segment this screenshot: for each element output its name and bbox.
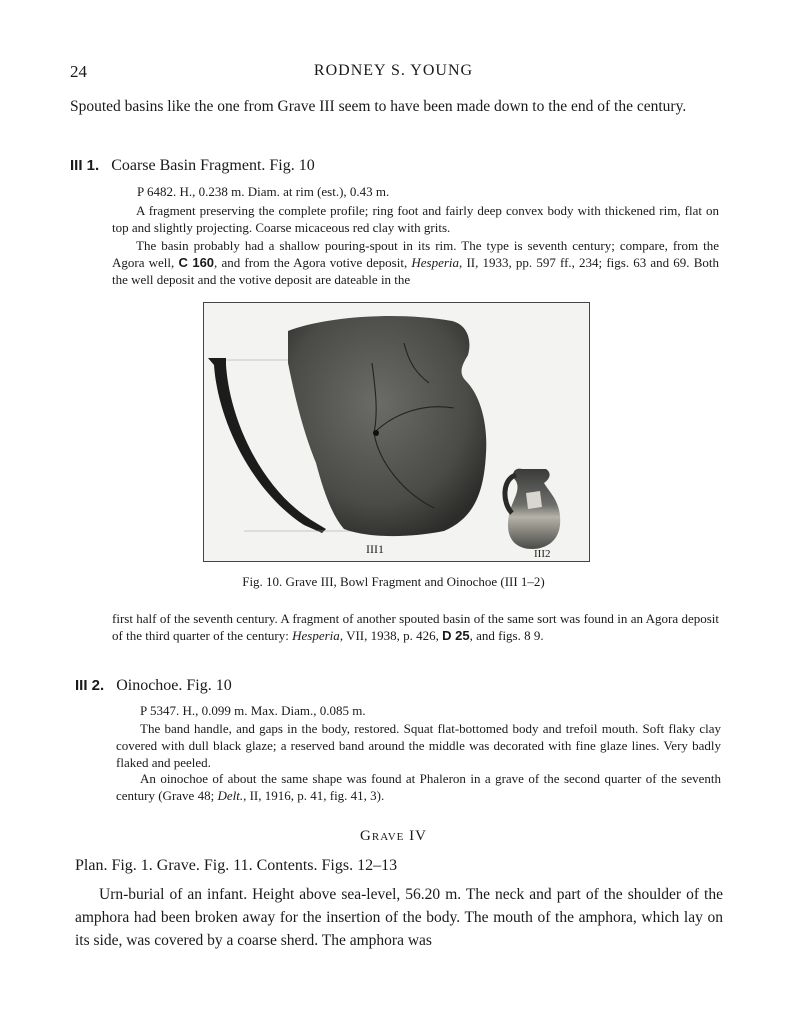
entry-1-description: A fragment preserving the complete profile; ring foot and fairly deep convex body with thickened rim, flat on top and slightly projecting. Coarse micaceous red clay with grits. — [112, 203, 719, 235]
entry-1-number: III 1. — [70, 157, 100, 174]
entry-2-description: The band handle, and gaps in the body, restored. Squat flat-bottomed body and trefoil mouth. Soft flaky clay covered with dull black glaze; a reserved band around the middle was decorated with fine glaze lines. Very badly flaked and peeled. — [116, 721, 721, 770]
intro-paragraph: Spouted basins like the one from Grave III seem to have been made down to the end of the century. — [70, 98, 687, 115]
grave-iv-heading: Grave IV — [360, 828, 427, 844]
journal-delt: Delt. — [217, 788, 244, 803]
entry-1-meta: P 6482. H., 0.238 m. Diam. at rim (est.), 0.43 m. — [137, 184, 390, 199]
ref-c160: C 160 — [178, 255, 215, 270]
ref-d25: D 25 — [442, 628, 470, 643]
entry-1-comparison: The basin probably had a shallow pouring-spout in its rim. The type is seventh century; compare, from the Agora well, C 160, and from the Agora votive deposit, Hesperia, II, 1933, pp. 597 ff., 234; figs. 63 and 69. Both the well deposit and the votive deposit are dateable in the — [112, 238, 719, 287]
entry-2-title: Oinochoe. Fig. 10 — [116, 677, 232, 694]
figure-illustration — [204, 303, 589, 561]
figure-label-right: III2 — [534, 548, 551, 560]
figure-caption: Fig. 10. Grave III, Bowl Fragment and Oinochoe (III 1–2) — [242, 574, 545, 589]
grave-iv-plan: Plan. Fig. 1. Grave. Fig. 11. Contents. Figs. 12–13 — [75, 857, 398, 874]
grave-iv-text: Urn-burial of an infant. Height above sea-level, 56.20 m. The neck and part of the shoulder of the amphora had been broken away for the insertion of the body. The mouth of the amphora, which lay on its side, was covered by a coarse sherd. The amphora was — [75, 886, 723, 949]
figure-label-left: III1 — [366, 542, 384, 556]
page-number: 24 — [70, 62, 87, 81]
entry-2-comparison: An oinochoe of about the same shape was found at Phaleron in a grave of the second quarter of the seventh century (Grave 48; Delt., II, 1916, p. 41, fig. 41, 3). — [116, 771, 721, 803]
entry-2-number: III 2. — [75, 677, 105, 694]
running-title: RODNEY S. YOUNG — [313, 62, 474, 79]
journal-hesperia: Hesperia — [411, 255, 460, 270]
entry-1-continuation: first half of the seventh century. A fragment of another spouted basin of the same sort was found in an Agora deposit of the third quarter of the century: Hesperia, VII, 1938, p. 426, D 25, and figs. 8 9. — [112, 611, 719, 643]
entry-1-title: Coarse Basin Fragment. Fig. 10 — [111, 157, 315, 174]
entry-2-meta: P 5347. H., 0.099 m. Max. Diam., 0.085 m. — [140, 703, 366, 718]
figure-10-photo — [203, 302, 590, 562]
journal-hesperia-2: Hesperia — [292, 628, 340, 643]
entry-2-heading — [75, 677, 232, 695]
entry-1-heading — [70, 157, 315, 175]
